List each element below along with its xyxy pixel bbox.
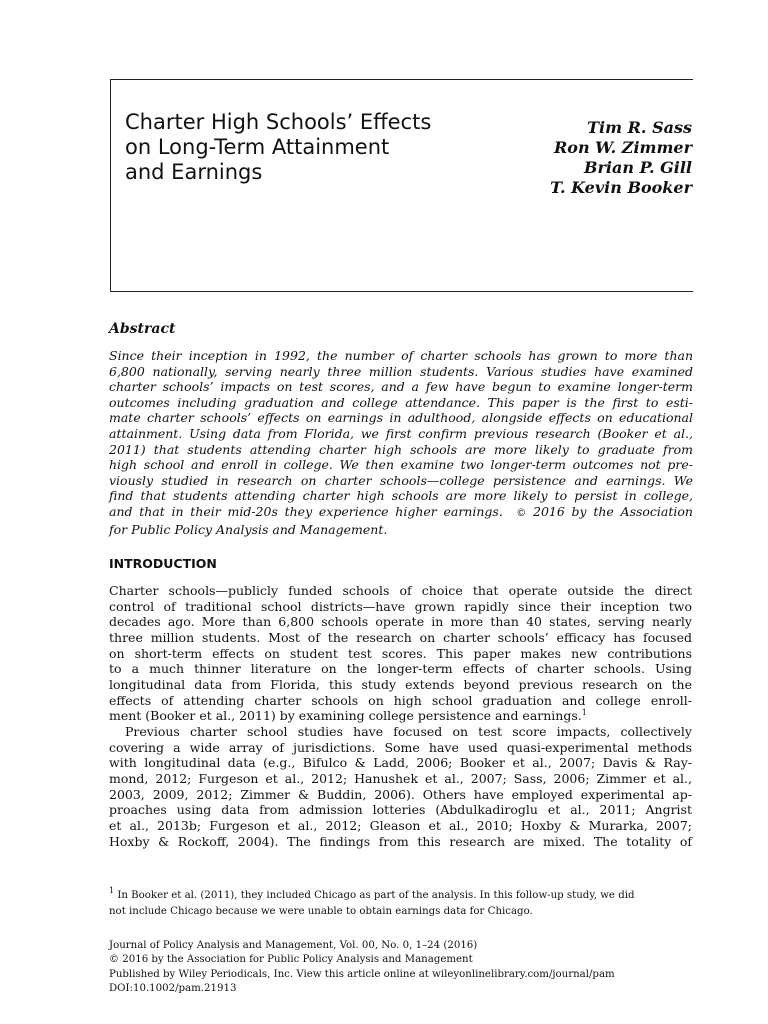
abstract-line: 6,800 nationally, serving nearly three million students. Various studies have examined xyxy=(109,363,693,379)
abstract-line xyxy=(109,504,693,522)
body-line: mond, 2012; Furgeson et al., 2012; Hanushek et al., 2007; Sass, 2006; Zimmer et al., xyxy=(109,770,692,786)
body-line: to a much thinner literature on the longer-term effects of charter schools. Using xyxy=(109,661,692,677)
author-list xyxy=(550,118,692,198)
body-line: three million students. Most of the research on charter schools’ efficacy has focused xyxy=(109,629,692,645)
footnote-text: In Booker et al. (2011), they included Chicago as part of the analysis. In this follow-up study, we did xyxy=(117,890,635,901)
copyright-icon: © xyxy=(109,954,119,966)
author: T. Kevin Booker xyxy=(550,178,692,197)
body-line: on short-term effects on student test scores. This paper makes new contributions xyxy=(109,645,692,661)
abstract-text: and that in their mid-20s they experience higher earnings. xyxy=(109,503,503,519)
title-line: Charter High Schools’ Effects xyxy=(125,110,432,134)
title-line: on Long-Term Attainment xyxy=(125,135,390,159)
copyright-text: 2016 by the Association for Public Policy Analysis and Management xyxy=(122,954,473,966)
footnote-line xyxy=(109,888,689,904)
article-title xyxy=(125,110,455,185)
body-line: 2003, 2009, 2012; Zimmer & Buddin, 2006). Others have employed experimental ap- xyxy=(109,786,692,802)
abstract-line: viously studied in research on charter schools—college persistence and earnings. We xyxy=(109,472,693,488)
body-line: Hoxby & Rockoff, 2004). The findings from this research are mixed. The totality of xyxy=(109,833,692,849)
body-line: Charter schools—publicly funded schools of choice that operate outside the direct xyxy=(109,583,692,598)
body-line: covering a wide array of jurisdictions. Some have used quasi-experimental methods xyxy=(109,739,692,755)
copyright-text: 2016 by the Association xyxy=(533,503,693,519)
body-line: longitudinal data from Florida, this study extends beyond previous research on the xyxy=(109,676,692,692)
body-line: with longitudinal data (e.g., Bifulco & Ladd, 2006; Booker et al., 2007; Davis & Ray- xyxy=(109,755,692,771)
journal-publisher: Published by Wiley Periodicals, Inc. View this article online at wileyonlinelibrary.com/journal/pam xyxy=(109,968,615,980)
abstract-line: find that students attending charter high schools are more likely to persist in college, xyxy=(109,488,693,504)
title-line: and Earnings xyxy=(125,160,263,184)
abstract-line: mate charter schools’ effects on earnings in adulthood, alongside effects on educational xyxy=(109,410,693,426)
body-line: Previous charter school studies have focused on test score impacts, collectively xyxy=(125,723,692,739)
body-text: ment (Booker et al., 2011) by examining college persistence and earnings. xyxy=(109,708,582,724)
body-line: et al., 2013b; Furgeson et al., 2012; Gleason et al., 2010; Hoxby & Murarka, 2007; xyxy=(109,817,692,833)
journal-citation: Journal of Policy Analysis and Management, Vol. 00, No. 0, 1–24 (2016) xyxy=(109,940,478,951)
journal-copyright xyxy=(109,953,615,967)
abstract-line: Since their inception in 1992, the number of charter schools has grown to more than xyxy=(109,348,693,363)
journal-doi: DOI:10.1002/pam.21913 xyxy=(109,982,237,994)
abstract-line: high school and enroll in college. We then examine two longer-term outcomes not pre- xyxy=(109,457,693,473)
author: Ron W. Zimmer xyxy=(553,138,692,157)
footnote-marker[interactable]: 1 xyxy=(581,708,587,718)
section-heading: INTRODUCTION xyxy=(109,556,217,571)
author: Tim R. Sass xyxy=(587,118,692,137)
author: Brian P. Gill xyxy=(583,158,692,177)
body-line: control of traditional school districts—have grown rapidly since their inception two xyxy=(109,598,692,614)
body-line: proaches using data from admission lotteries (Abdulkadiroglu et al., 2011; Angrist xyxy=(109,802,692,818)
introduction-body xyxy=(109,583,692,849)
abstract-line: for Public Policy Analysis and Management. xyxy=(109,521,388,537)
abstract-line: outcomes including graduation and college attendance. This paper is the first to esti- xyxy=(109,394,693,410)
journal-info xyxy=(109,939,615,996)
footnote-number: 1 xyxy=(109,886,115,895)
abstract-body xyxy=(109,348,693,537)
footnote xyxy=(109,888,689,919)
body-line: decades ago. More than 6,800 schools operate in more than 40 states, serving nearly xyxy=(109,614,692,630)
abstract-line: charter schools’ impacts on test scores, and a few have begun to examine longer-term xyxy=(109,379,693,395)
abstract-line: 2011) that students attending charter high schools are more likely to graduate from xyxy=(109,441,693,457)
body-line xyxy=(109,708,692,724)
abstract-heading: Abstract xyxy=(109,321,176,337)
footnote-line: not include Chicago because we were unable to obtain earnings data for Chicago. xyxy=(109,905,533,917)
abstract-line: attainment. Using data from Florida, we first confirm previous research (Booker et al., xyxy=(109,425,693,441)
body-line: effects of attending charter schools on high school graduation and college enroll- xyxy=(109,692,692,708)
copyright-icon: © xyxy=(516,507,527,519)
